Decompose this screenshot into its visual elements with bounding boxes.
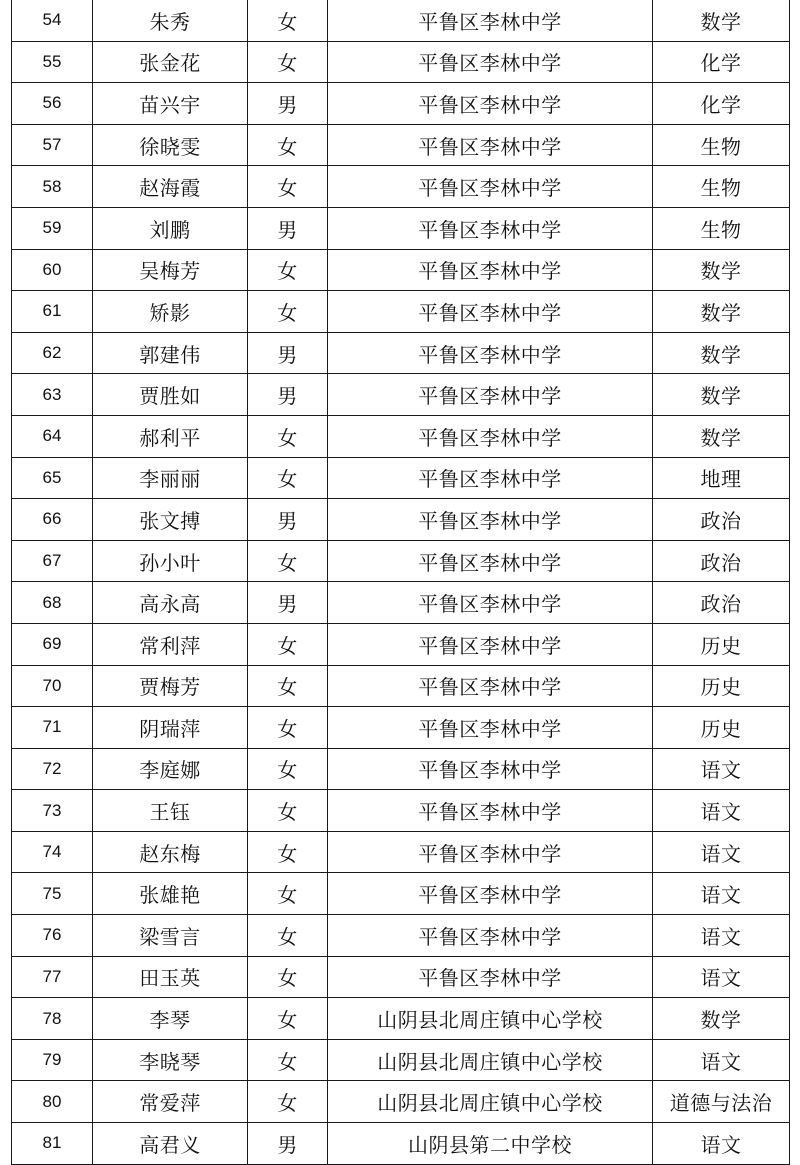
teacher-name: 贾胜如 (93, 374, 248, 416)
school-name: 平鲁区李林中学 (328, 956, 653, 998)
subject-name: 语文 (653, 790, 790, 832)
school-name: 山阴县北周庄镇中心学校 (328, 1081, 653, 1123)
teacher-gender: 女 (248, 166, 328, 208)
teacher-gender: 女 (248, 748, 328, 790)
teacher-gender: 女 (248, 707, 328, 749)
school-name: 平鲁区李林中学 (328, 166, 653, 208)
school-name: 平鲁区李林中学 (328, 665, 653, 707)
school-name: 平鲁区李林中学 (328, 374, 653, 416)
teacher-gender: 女 (248, 291, 328, 333)
school-name: 平鲁区李林中学 (328, 415, 653, 457)
teacher-gender: 女 (248, 998, 328, 1040)
row-number: 72 (12, 748, 93, 790)
table-row (12, 748, 790, 790)
teacher-gender: 女 (248, 665, 328, 707)
school-name: 平鲁区李林中学 (328, 83, 653, 125)
subject-name: 生物 (653, 166, 790, 208)
table-row (12, 41, 790, 83)
subject-name: 数学 (653, 0, 790, 41)
roster-table (11, 0, 790, 1165)
subject-name: 化学 (653, 83, 790, 125)
row-number: 57 (12, 124, 93, 166)
school-name: 平鲁区李林中学 (328, 41, 653, 83)
table-row (12, 374, 790, 416)
row-number: 76 (12, 915, 93, 957)
teacher-name: 贾梅芳 (93, 665, 248, 707)
row-number: 81 (12, 1123, 93, 1165)
row-number: 65 (12, 457, 93, 499)
table-row (12, 1039, 790, 1081)
table-row (12, 291, 790, 333)
subject-name: 历史 (653, 623, 790, 665)
teacher-name: 徐晓雯 (93, 124, 248, 166)
teacher-name: 孙小叶 (93, 540, 248, 582)
teacher-name: 李丽丽 (93, 457, 248, 499)
row-number: 80 (12, 1081, 93, 1123)
teacher-name: 田玉英 (93, 956, 248, 998)
row-number: 68 (12, 582, 93, 624)
table-row (12, 915, 790, 957)
table-row (12, 790, 790, 832)
table-row (12, 83, 790, 125)
subject-name: 政治 (653, 540, 790, 582)
teacher-name: 赵东梅 (93, 831, 248, 873)
subject-name: 历史 (653, 707, 790, 749)
teacher-gender: 女 (248, 1081, 328, 1123)
subject-name: 数学 (653, 291, 790, 333)
school-name: 平鲁区李林中学 (328, 457, 653, 499)
subject-name: 数学 (653, 249, 790, 291)
teacher-gender: 女 (248, 249, 328, 291)
table-row (12, 540, 790, 582)
subject-name: 历史 (653, 665, 790, 707)
teacher-name: 吴梅芳 (93, 249, 248, 291)
teacher-name: 高永高 (93, 582, 248, 624)
school-name: 平鲁区李林中学 (328, 873, 653, 915)
table-row (12, 873, 790, 915)
school-name: 山阴县北周庄镇中心学校 (328, 1039, 653, 1081)
row-number: 71 (12, 707, 93, 749)
row-number: 64 (12, 415, 93, 457)
row-number: 62 (12, 332, 93, 374)
teacher-gender: 女 (248, 790, 328, 832)
table-row (12, 249, 790, 291)
table-row (12, 124, 790, 166)
subject-name: 语文 (653, 831, 790, 873)
row-number: 67 (12, 540, 93, 582)
teacher-gender: 女 (248, 457, 328, 499)
teacher-name: 矫影 (93, 291, 248, 333)
teacher-gender: 女 (248, 41, 328, 83)
teacher-gender: 女 (248, 540, 328, 582)
subject-name: 语文 (653, 873, 790, 915)
teacher-gender: 女 (248, 956, 328, 998)
table-row (12, 831, 790, 873)
teacher-name: 李琴 (93, 998, 248, 1040)
table-row (12, 0, 790, 41)
teacher-gender: 女 (248, 415, 328, 457)
subject-name: 语文 (653, 915, 790, 957)
school-name: 平鲁区李林中学 (328, 831, 653, 873)
row-number: 60 (12, 249, 93, 291)
row-number: 66 (12, 499, 93, 541)
school-name: 平鲁区李林中学 (328, 707, 653, 749)
subject-name: 语文 (653, 956, 790, 998)
teacher-gender: 男 (248, 83, 328, 125)
subject-name: 数学 (653, 998, 790, 1040)
teacher-gender: 女 (248, 873, 328, 915)
school-name: 平鲁区李林中学 (328, 249, 653, 291)
school-name: 山阴县第二中学校 (328, 1123, 653, 1165)
subject-name: 数学 (653, 415, 790, 457)
row-number: 79 (12, 1039, 93, 1081)
school-name: 平鲁区李林中学 (328, 124, 653, 166)
teacher-gender: 男 (248, 499, 328, 541)
table-row (12, 499, 790, 541)
table-row (12, 582, 790, 624)
row-number: 73 (12, 790, 93, 832)
subject-name: 数学 (653, 332, 790, 374)
teacher-name: 常爱萍 (93, 1081, 248, 1123)
table-row (12, 415, 790, 457)
school-name: 山阴县北周庄镇中心学校 (328, 998, 653, 1040)
row-number: 70 (12, 665, 93, 707)
teacher-gender: 男 (248, 1123, 328, 1165)
school-name: 平鲁区李林中学 (328, 499, 653, 541)
table-row (12, 623, 790, 665)
row-number: 78 (12, 998, 93, 1040)
row-number: 54 (12, 0, 93, 41)
teacher-name: 常利萍 (93, 623, 248, 665)
subject-name: 语文 (653, 748, 790, 790)
table-row (12, 956, 790, 998)
teacher-gender: 男 (248, 332, 328, 374)
teacher-gender: 女 (248, 915, 328, 957)
subject-name: 化学 (653, 41, 790, 83)
subject-name: 语文 (653, 1039, 790, 1081)
row-number: 58 (12, 166, 93, 208)
subject-name: 政治 (653, 582, 790, 624)
school-name: 平鲁区李林中学 (328, 207, 653, 249)
school-name: 平鲁区李林中学 (328, 540, 653, 582)
table-row (12, 457, 790, 499)
teacher-name: 张金花 (93, 41, 248, 83)
school-name: 平鲁区李林中学 (328, 790, 653, 832)
teacher-gender: 女 (248, 0, 328, 41)
row-number: 61 (12, 291, 93, 333)
teacher-name: 高君义 (93, 1123, 248, 1165)
subject-name: 生物 (653, 207, 790, 249)
teacher-name: 梁雪言 (93, 915, 248, 957)
row-number: 63 (12, 374, 93, 416)
school-name: 平鲁区李林中学 (328, 915, 653, 957)
table-row (12, 707, 790, 749)
teacher-name: 李晓琴 (93, 1039, 248, 1081)
table-row (12, 1123, 790, 1165)
teacher-gender: 男 (248, 207, 328, 249)
school-name: 平鲁区李林中学 (328, 582, 653, 624)
subject-name: 道德与法治 (653, 1081, 790, 1123)
school-name: 平鲁区李林中学 (328, 623, 653, 665)
teacher-name: 赵海霞 (93, 166, 248, 208)
row-number: 56 (12, 83, 93, 125)
teacher-gender: 女 (248, 124, 328, 166)
teacher-name: 郭建伟 (93, 332, 248, 374)
row-number: 77 (12, 956, 93, 998)
subject-name: 数学 (653, 374, 790, 416)
row-number: 69 (12, 623, 93, 665)
school-name: 平鲁区李林中学 (328, 748, 653, 790)
teacher-gender: 女 (248, 623, 328, 665)
school-name: 平鲁区李林中学 (328, 332, 653, 374)
row-number: 74 (12, 831, 93, 873)
teacher-name: 王钰 (93, 790, 248, 832)
table-row (12, 332, 790, 374)
teacher-name: 苗兴宇 (93, 83, 248, 125)
teacher-gender: 女 (248, 831, 328, 873)
teacher-name: 阴瑞萍 (93, 707, 248, 749)
roster-table-body (12, 0, 790, 1164)
teacher-name: 张文搏 (93, 499, 248, 541)
row-number: 59 (12, 207, 93, 249)
table-row (12, 207, 790, 249)
teacher-gender: 女 (248, 1039, 328, 1081)
teacher-gender: 男 (248, 374, 328, 416)
teacher-gender: 男 (248, 582, 328, 624)
subject-name: 语文 (653, 1123, 790, 1165)
subject-name: 地理 (653, 457, 790, 499)
teacher-name: 朱秀 (93, 0, 248, 41)
teacher-name: 刘鹏 (93, 207, 248, 249)
table-row (12, 166, 790, 208)
school-name: 平鲁区李林中学 (328, 0, 653, 41)
row-number: 55 (12, 41, 93, 83)
subject-name: 政治 (653, 499, 790, 541)
school-name: 平鲁区李林中学 (328, 291, 653, 333)
row-number: 75 (12, 873, 93, 915)
teacher-name: 张雄艳 (93, 873, 248, 915)
table-row (12, 665, 790, 707)
subject-name: 生物 (653, 124, 790, 166)
table-row (12, 998, 790, 1040)
teacher-name: 郝利平 (93, 415, 248, 457)
teacher-name: 李庭娜 (93, 748, 248, 790)
table-row (12, 1081, 790, 1123)
